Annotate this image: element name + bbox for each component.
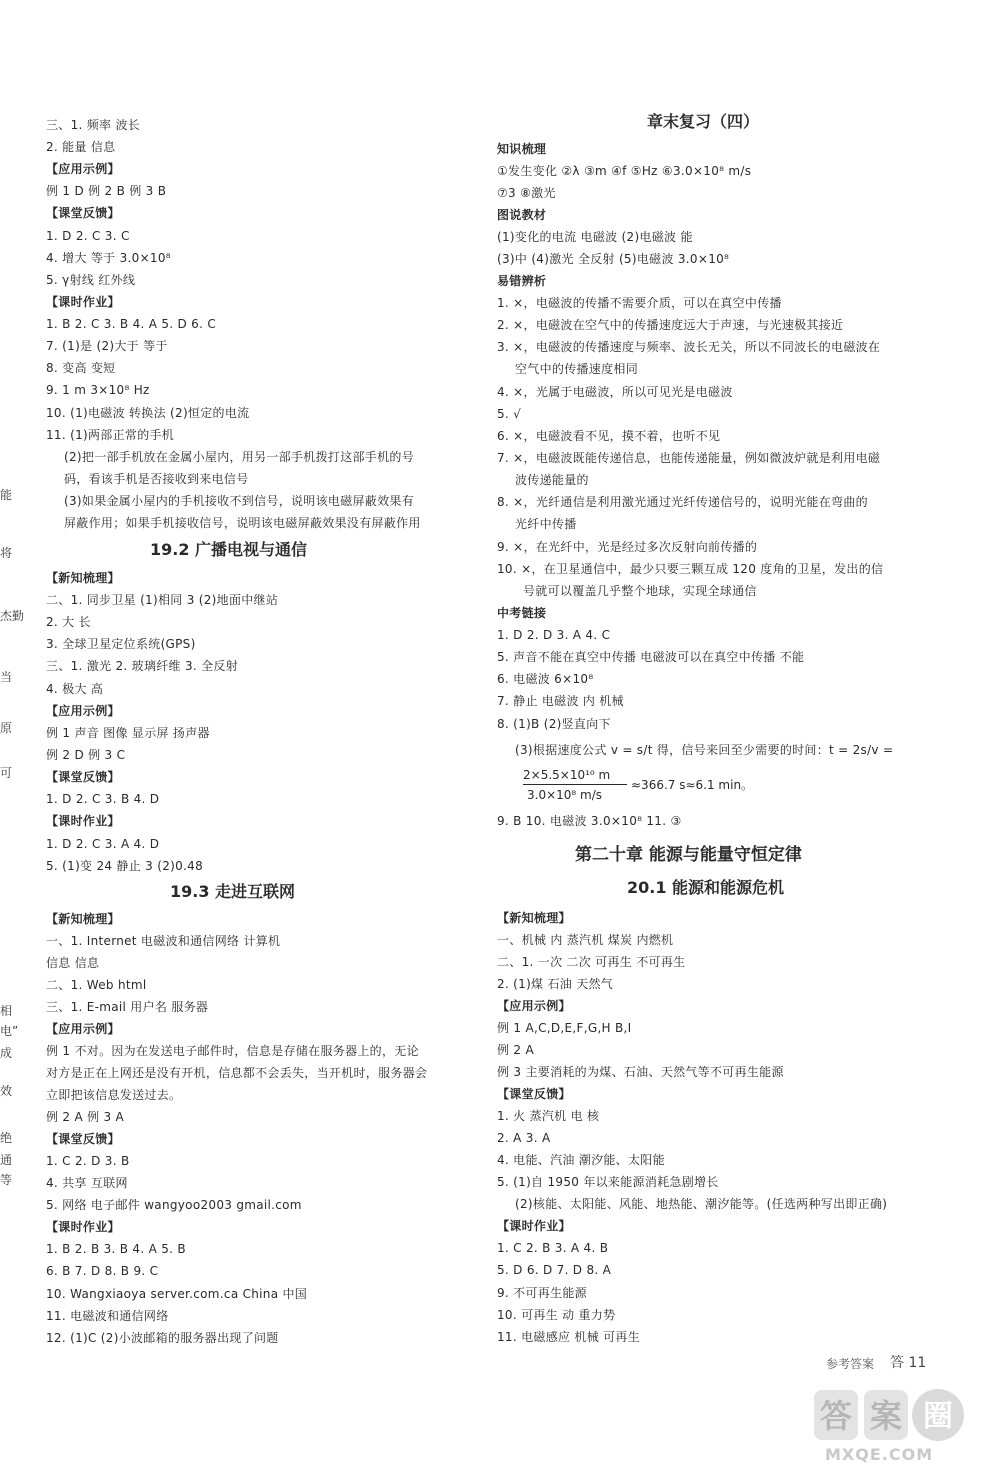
answer-line: 1. D 2. C 3. A 4. D (46, 837, 160, 851)
margin-fragment: 效 (0, 1084, 13, 1098)
answer-line: 10. ×，在卫星通信中，最少只要三颗互成 120 度角的卫星，发出的信 (497, 562, 884, 576)
answer-line: 号就可以覆盖几乎整个地球，实现全球通信 (523, 584, 757, 598)
section-label: 【课时作业】 (46, 295, 120, 309)
answer-line: 5. D 6. D 7. D 8. A (497, 1263, 612, 1277)
answer-line: 例 1 D 例 2 B 例 3 B (46, 184, 167, 198)
fraction-bar (523, 784, 627, 785)
section-title-20-1: 20.1 能源和能源危机 (627, 878, 785, 897)
answer-line: 10. (1)电磁波 转换法 (2)恒定的电流 (46, 406, 250, 420)
section-label: 【应用示例】 (46, 1022, 120, 1036)
answer-line: 屏蔽作用；如果手机接收信号，说明该电磁屏蔽效果没有屏蔽作用 (64, 516, 421, 530)
answer-line: 1. 火 蒸汽机 电 核 (497, 1109, 600, 1123)
answer-line: 例 2 A (497, 1043, 534, 1057)
answer-line: 2. ×，电磁波在空气中的传播速度远大于声速，与光速极其接近 (497, 318, 844, 332)
svg-text:圈: 圈 (923, 1399, 953, 1434)
answer-line: (1)变化的电流 电磁波 (2)电磁波 能 (497, 230, 693, 244)
section-label: 【课堂反馈】 (46, 770, 120, 784)
answer-line: (3)如果金属小屋内的手机接收不到信号，说明该电磁屏蔽效果有 (64, 494, 415, 508)
answer-line: 3. 全球卫星定位系统(GPS) (46, 637, 196, 651)
answer-line: 5. 网络 电子邮件 wangyoo2003 gmail.com (46, 1198, 302, 1212)
answer-line: 例 3 主要消耗的为煤、石油、天然气等不可再生能源 (497, 1065, 784, 1079)
margin-fragment: 能 (0, 488, 13, 502)
formula-line: (3)根据速度公式 v = s/t 得，信号来回至少需要的时间：t = 2s/v = (515, 743, 894, 757)
answer-line: ⑦3 ⑧激光 (497, 186, 556, 200)
answer-line: 例 1 A,C,D,E,F,G,H B,I (497, 1021, 632, 1035)
margin-fragment: 成 (0, 1046, 13, 1060)
answer-line: 例 2 A 例 3 A (46, 1110, 125, 1124)
answer-line: 2. 大 长 (46, 615, 91, 629)
answer-line: 10. 可再生 动 重力势 (497, 1308, 616, 1322)
margin-fragment: 原 (0, 721, 13, 735)
answer-line: 1. D 2. D 3. A 4. C (497, 628, 611, 642)
answer-line: 信息 信息 (46, 956, 100, 970)
answer-line: 5. (1)自 1950 年以来能源消耗急剧增长 (497, 1175, 719, 1189)
svg-text:案: 案 (869, 1397, 903, 1435)
answer-line: 3. ×，电磁波的传播速度与频率、波长无关，所以不同波长的电磁波在 (497, 340, 881, 354)
section-label: 【课堂反馈】 (497, 1087, 571, 1101)
answer-line: (2)核能、太阳能、风能、地热能、潮汐能等。(任选两种写出即正确) (515, 1197, 888, 1211)
answer-line: 9. B 10. 电磁波 3.0×10⁸ 11. ③ (497, 814, 682, 828)
section-label: 【课堂反馈】 (46, 1132, 120, 1146)
section-label: 知识梳理 (497, 142, 547, 156)
answer-line: 8. 变高 变短 (46, 361, 116, 375)
answer-line: 4. 极大 高 (46, 682, 104, 696)
answer-line: 4. 电能、汽油 潮汐能、太阳能 (497, 1153, 665, 1167)
margin-fragment: 杰勤 (0, 609, 25, 623)
answer-line: 二、1. 同步卫星 (1)相同 3 (2)地面中继站 (46, 593, 279, 607)
section-label: 【课时作业】 (497, 1219, 571, 1233)
answer-line: 5. √ (497, 407, 522, 421)
answer-line: 7. (1)是 (2)大于 等于 (46, 339, 168, 353)
answer-line: 1. D 2. C 3. C (46, 229, 130, 243)
answer-line: 6. B 7. D 8. B 9. C (46, 1264, 159, 1278)
section-title-review: 章末复习（四） (647, 112, 760, 131)
section-label: 【应用示例】 (46, 162, 120, 176)
answer-line: 一、1. Internet 电磁波和通信网络 计算机 (46, 934, 281, 948)
margin-fragment: 将 (0, 546, 13, 560)
section-label: 【课堂反馈】 (46, 206, 120, 220)
answer-line: 6. 电磁波 6×10⁸ (497, 672, 594, 686)
answer-line: 2. 能量 信息 (46, 140, 116, 154)
answer-line: 三、1. E-mail 用户名 服务器 (46, 1000, 209, 1014)
answer-line: 1. B 2. B 3. B 4. A 5. B (46, 1242, 186, 1256)
section-label: 【应用示例】 (46, 704, 120, 718)
section-label: 中考链接 (497, 606, 547, 620)
section-label: 图说教材 (497, 208, 547, 222)
margin-fragment: 可 (0, 766, 13, 780)
answer-line: 8. ×，光纤通信是利用激光通过光纤传递信号的，说明光能在弯曲的 (497, 495, 868, 509)
answer-line: 10. Wangxiaoya server.com.ca China 中国 (46, 1287, 308, 1301)
answer-line: 立即把该信息发送过去。 (46, 1088, 182, 1102)
answer-line: 例 1 不对。因为在发送电子邮件时，信息是存储在服务器上的，无论 (46, 1044, 419, 1058)
answer-line: 9. 1 m 3×10⁸ Hz (46, 383, 150, 397)
answer-line: 5. (1)变 24 静止 3 (2)0.48 (46, 859, 204, 873)
answer-line: (3)中 (4)激光 全反射 (5)电磁波 3.0×10⁸ (497, 252, 730, 266)
answer-line: 2. (1)煤 石油 天然气 (497, 977, 614, 991)
answer-line: 二、1. 一次 二次 可再生 不可再生 (497, 955, 686, 969)
section-label: 【新知梳理】 (497, 911, 571, 925)
answer-line: 三、1. 频率 波长 (46, 118, 141, 132)
section-label: 【课时作业】 (46, 814, 120, 828)
section-title-19-3: 19.3 走进互联网 (170, 882, 296, 901)
answer-line: 6. ×，电磁波看不见，摸不着，也听不见 (497, 429, 721, 443)
svg-text:答: 答 (819, 1397, 853, 1435)
answer-line: 例 2 D 例 3 C (46, 748, 126, 762)
answer-line: 5. γ射线 红外线 (46, 273, 136, 287)
answer-line: 波传递能量的 (515, 473, 589, 487)
section-label: 易错辨析 (497, 274, 547, 288)
answer-line: 4. ×，光属于电磁波，所以可见光是电磁波 (497, 385, 733, 399)
margin-fragment: 通 (0, 1153, 13, 1167)
answer-line: 11. 电磁波和通信网络 (46, 1309, 169, 1323)
answer-line: 8. (1)B (2)竖直向下 (497, 717, 611, 731)
answer-line: 9. ×，在光纤中，光是经过多次反射向前传播的 (497, 540, 758, 554)
formula-result: ≈366.7 s≈6.1 min。 (631, 778, 754, 792)
answer-line: 7. 静止 电磁波 内 机械 (497, 694, 624, 708)
footer-label: 参考答案 (826, 1357, 875, 1371)
section-title-19-2: 19.2 广播电视与通信 (150, 540, 308, 559)
answer-line: 11. (1)两部正常的手机 (46, 428, 175, 442)
watermark-site: MXQE.COM (825, 1445, 934, 1464)
answer-line: 空气中的传播速度相同 (515, 362, 639, 376)
answer-line: 1. C 2. B 3. A 4. B (497, 1241, 609, 1255)
fraction-numerator: 2×5.5×10¹⁰ m (523, 768, 611, 782)
answer-line: 例 1 声音 图像 显示屏 扬声器 (46, 726, 210, 740)
answer-line: 5. 声音不能在真空中传播 电磁波可以在真空中传播 不能 (497, 650, 805, 664)
answer-line: (2)把一部手机放在金属小屋内，用另一部手机拨打这部手机的号 (64, 450, 415, 464)
section-label: 【课时作业】 (46, 1220, 120, 1234)
answer-line: 12. (1)C (2)小波邮箱的服务器出现了问题 (46, 1331, 279, 1345)
answer-line: 4. 增大 等于 3.0×10⁸ (46, 251, 171, 265)
answer-line: 1. C 2. D 3. B (46, 1154, 130, 1168)
answer-line: 1. ×，电磁波的传播不需要介质，可以在真空中传播 (497, 296, 782, 310)
answer-line: 二、1. Web html (46, 978, 147, 992)
section-label: 【新知梳理】 (46, 571, 120, 585)
answer-line: ①发生变化 ②λ ③m ④f ⑤Hz ⑥3.0×10⁸ m/s (497, 164, 752, 178)
margin-fragment: 相 (0, 1004, 13, 1018)
answer-line: 光纤中传播 (515, 517, 577, 531)
answer-line: 9. 不可再生能源 (497, 1286, 587, 1300)
answer-line: 1. B 2. C 3. B 4. A 5. D 6. C (46, 317, 217, 331)
page-number: 答 11 (890, 1355, 927, 1371)
answer-line: 4. 共享 互联网 (46, 1176, 128, 1190)
answer-line: 2. A 3. A (497, 1131, 551, 1145)
margin-fragment: 绝 (0, 1131, 13, 1145)
answer-line: 1. D 2. C 3. B 4. D (46, 792, 160, 806)
answer-line: 三、1. 激光 2. 玻璃纤维 3. 全反射 (46, 659, 239, 673)
section-label: 【应用示例】 (497, 999, 571, 1013)
chapter-title: 第二十章 能源与能量守恒定律 (575, 845, 802, 865)
answer-line: 11. 电磁感应 机械 可再生 (497, 1330, 641, 1344)
answer-line: 7. ×，电磁波既能传递信息，也能传递能量，例如微波炉就是利用电磁 (497, 451, 881, 465)
margin-fragment: 等 (0, 1173, 13, 1187)
fraction-denominator: 3.0×10⁸ m/s (527, 788, 603, 802)
section-label: 【新知梳理】 (46, 912, 120, 926)
answer-line: 对方是正在上网还是没有开机，信息都不会丢失，当开机时，服务器会 (46, 1066, 428, 1080)
answer-line: 一、机械 内 蒸汽机 煤炭 内燃机 (497, 933, 674, 947)
margin-fragment: 当 (0, 670, 13, 684)
answer-line: 码，看该手机是否接收到来电信号 (64, 472, 249, 486)
margin-fragment: 电” (0, 1024, 19, 1038)
